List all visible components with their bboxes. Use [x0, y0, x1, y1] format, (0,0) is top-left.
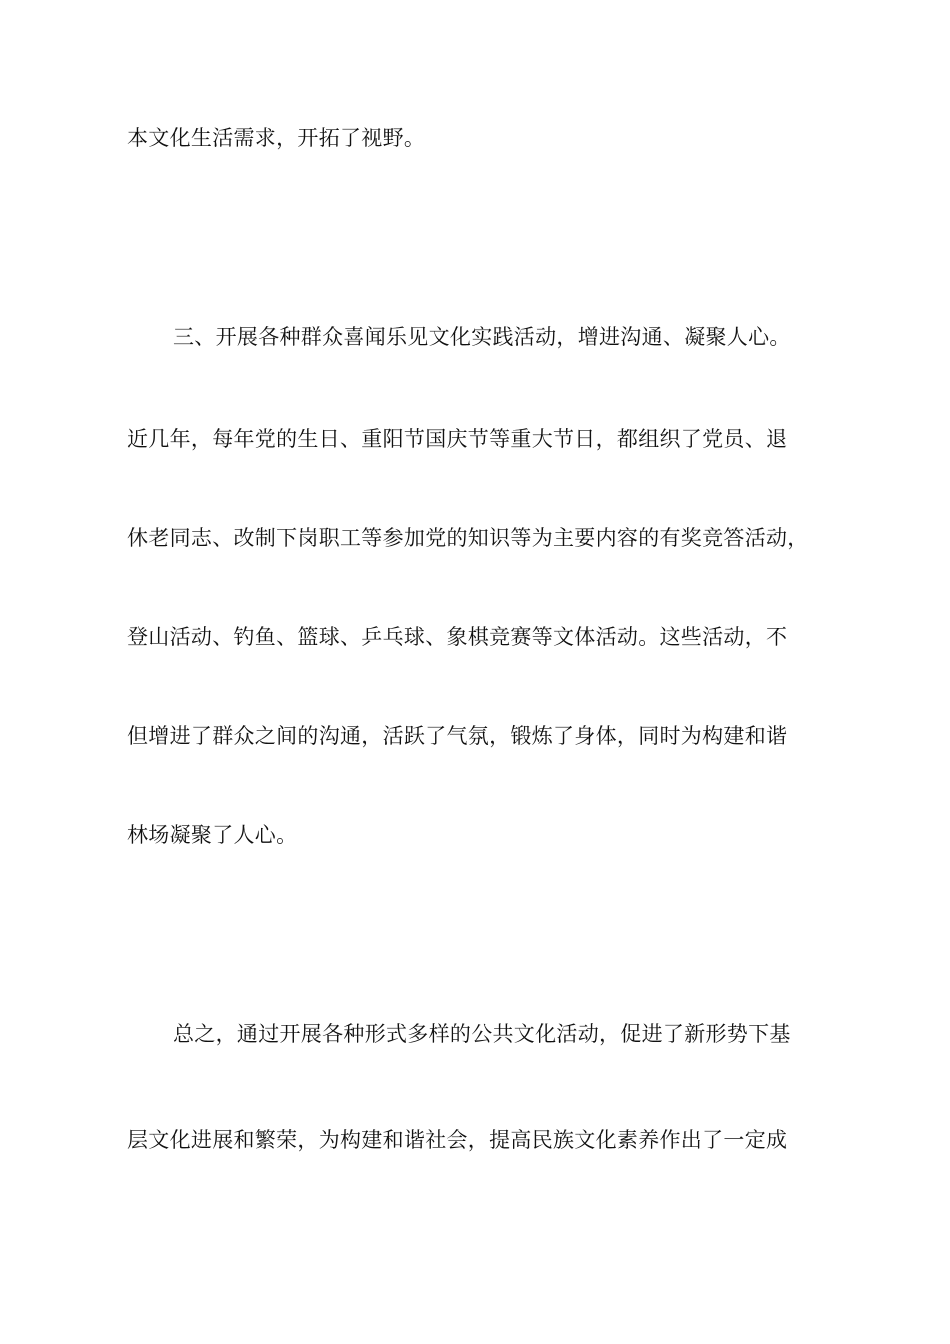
paragraph-line: 但增进了群众之间的沟通，活跃了气氛，锻炼了身体，同时为构建和谐	[127, 724, 788, 748]
paragraph-line: 登山活动、钓鱼、篮球、乒乓球、象棋竞赛等文体活动。这些活动，不	[127, 625, 788, 649]
paragraph-line: 休老同志、改制下岗职工等参加党的知识等为主要内容的有奖竞答活动，	[127, 526, 809, 550]
section-heading-line: 三、开展各种群众喜闻乐见文化实践活动，增进沟通、凝聚人心。	[173, 325, 791, 349]
paragraph-line: 林场凝聚了人心。	[127, 823, 298, 847]
paragraph-line: 层文化进展和繁荣，为构建和谐社会，提高民族文化素养作出了一定成	[127, 1128, 788, 1152]
paragraph-line: 近几年，每年党的生日、重阳节国庆节等重大节日，都组织了党员、退	[127, 427, 788, 451]
paragraph-line: 本文化生活需求，开拓了视野。	[127, 126, 426, 150]
paragraph-line: 总之，通过开展各种形式多样的公共文化活动，促进了新形势下基	[173, 1022, 791, 1046]
